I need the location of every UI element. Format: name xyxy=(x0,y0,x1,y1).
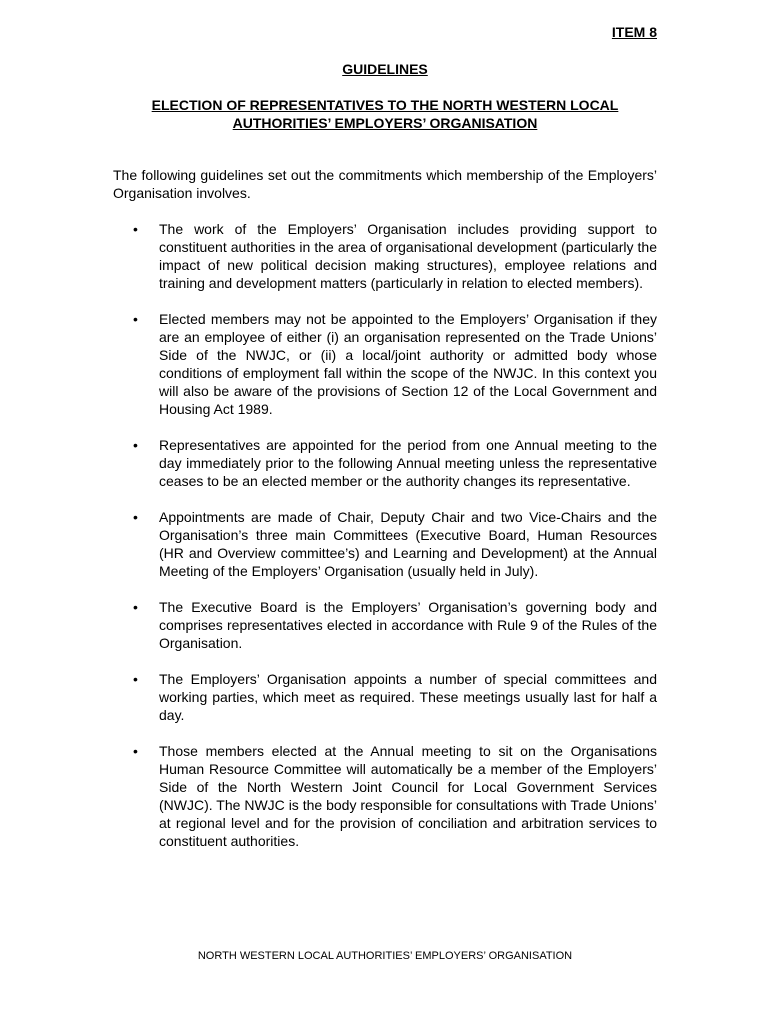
page-footer: NORTH WESTERN LOCAL AUTHORITIES’ EMPLOYERS’ ORGANISATION xyxy=(197,950,573,962)
list-item-text: Representatives are appointed for the period from one Annual meeting to the day immediately prior to the following Annual meeting unless the representative ceases to be an elected member or the authority changes its representative. xyxy=(159,437,657,489)
list-item xyxy=(113,220,657,292)
document-subtitle xyxy=(113,96,657,132)
bullet-icon: • xyxy=(133,221,138,237)
bullet-icon: • xyxy=(133,743,138,759)
subtitle-line-2: AUTHORITIES’ EMPLOYERS’ ORGANISATION xyxy=(232,115,538,131)
page-title: GUIDELINES xyxy=(342,61,428,77)
list-item xyxy=(113,670,657,724)
item-number: ITEM 8 xyxy=(611,24,657,40)
list-item xyxy=(113,508,657,580)
list-item-text: Those members elected at the Annual meeting to sit on the Organisations Human Resource Committee will automatically be a member of the Employers’ Side of the North Western Joint Council for Local Government Services (NWJC). The NWJC is the body responsible for consultations with Trade Unions’ at regional level and for the provision of conciliation and arbitration services to constituent authorities. xyxy=(159,743,657,849)
intro-paragraph: The following guidelines set out the commitments which membership of the Employers’ Organisation involves. xyxy=(113,167,657,201)
bullet-icon: • xyxy=(133,509,138,525)
list-item xyxy=(113,310,657,418)
subtitle-line-1: ELECTION OF REPRESENTATIVES TO THE NORTH WESTERN LOCAL xyxy=(151,97,619,113)
list-item xyxy=(113,598,657,652)
guidelines-list xyxy=(113,220,657,868)
list-item xyxy=(113,742,657,850)
list-item-text: The work of the Employers’ Organisation includes providing support to constituent authorities in the area of organisational development (particularly the impact of new political decision making structures), employee relations and training and development matters (particularly in relation to elected members). xyxy=(159,221,657,291)
list-item-text: The Employers’ Organisation appoints a number of special committees and working parties, which meet as required. These meetings usually last for half a day. xyxy=(159,671,657,723)
bullet-icon: • xyxy=(133,599,138,615)
list-item xyxy=(113,436,657,490)
bullet-icon: • xyxy=(133,671,138,687)
list-item-text: The Executive Board is the Employers’ Organisation’s governing body and comprises representatives elected in accordance with Rule 9 of the Rules of the Organisation. xyxy=(159,599,657,651)
bullet-icon: • xyxy=(133,437,138,453)
list-item-text: Appointments are made of Chair, Deputy Chair and two Vice-Chairs and the Organisation’s three main Committees (Executive Board, Human Resources (HR and Overview committee’s) and Learning and Development) at the Annual Meeting of the Employers’ Organisation (usually held in July). xyxy=(159,509,657,579)
list-item-text: Elected members may not be appointed to the Employers’ Organisation if they are an employee of either (i) an organisation represented on the Trade Unions’ Side of the NWJC, or (ii) a local/joint authority or admitted body whose conditions of employment fall within the scope of the NWJC. In this context you will also be aware of the provisions of Section 12 of the Local Government and Housing Act 1989. xyxy=(159,311,657,417)
bullet-icon: • xyxy=(133,311,138,327)
